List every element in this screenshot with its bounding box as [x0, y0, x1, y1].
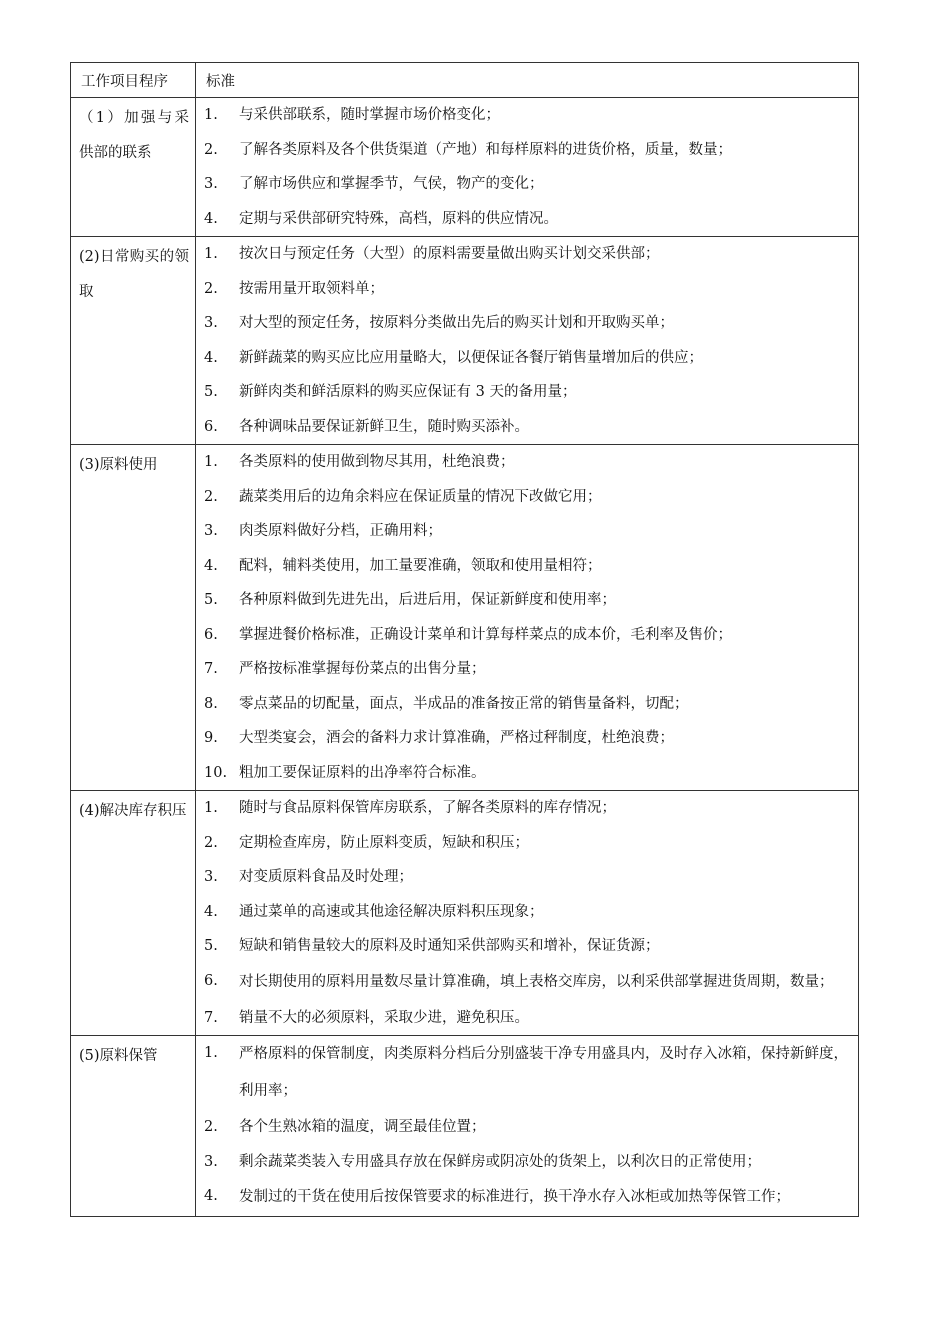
list-item [196, 237, 858, 272]
list-item [196, 964, 858, 1001]
list-item [196, 791, 858, 826]
item-number: 1. [204, 246, 218, 262]
procedure-cell: (2)日常购买的领取 [71, 237, 196, 445]
list-item [196, 929, 858, 964]
item-text: 定期检查库房，防止原料变质，短缺和积压； [239, 834, 529, 851]
item-text: 各个生熟冰箱的温度，调至最佳位置； [239, 1119, 486, 1135]
item-text: 新鲜蔬菜的购买应比应用量略大，以便保证各餐厅销售量增加后的供应； [239, 349, 703, 366]
item-text: 各种调味品要保证新鲜卫生，随时购买添补。 [239, 418, 529, 435]
list-item [196, 895, 858, 930]
list-item [196, 583, 858, 618]
item-number: 6. [204, 972, 218, 989]
standard-cell [196, 791, 859, 1036]
item-text: 各种原料做到先进先出，后进后用，保证新鲜度和使用率； [239, 592, 616, 608]
item-text: 对大型的预定任务，按原料分类做出先后的购买计划和开取购买单； [239, 315, 674, 331]
list-item [196, 202, 858, 237]
item-number: 3. [204, 523, 218, 539]
list-item [196, 618, 858, 653]
item-number: 1. [204, 454, 218, 470]
item-number: 5. [204, 592, 218, 608]
item-number: 4. [204, 1188, 218, 1204]
item-text: 零点菜品的切配量，面点，半成品的准备按正常的销售量备料，切配； [239, 695, 689, 712]
item-number: 4. [204, 210, 218, 227]
list-item [196, 445, 858, 480]
standard-list [196, 98, 858, 236]
item-text: 粗加工要保证原料的出净率符合标准。 [239, 764, 486, 781]
item-text: 通过菜单的高速或其他途径解决原料积压现象； [239, 903, 544, 920]
list-item [196, 1001, 858, 1036]
item-number: 6. [204, 418, 218, 435]
item-text: 定期与采供部研究特殊，高档，原料的供应情况。 [239, 210, 558, 227]
item-text: 了解各类原料及各个供货渠道（产地）和每样原料的进货价格，质量，数量； [239, 141, 732, 158]
list-item [196, 375, 858, 410]
item-text: 剩余蔬菜类装入专用盛具存放在保鲜房或阴凉处的货架上，以利次日的正常使用； [239, 1153, 761, 1170]
list-item [196, 480, 858, 515]
item-text: 对变质原料食品及时处理； [239, 869, 413, 885]
item-number: 2. [204, 280, 218, 297]
list-item [196, 756, 858, 791]
list-item [196, 306, 858, 341]
list-item [196, 549, 858, 584]
standard-cell [196, 98, 859, 237]
list-item [196, 1179, 858, 1216]
item-text: 各类原料的使用做到物尽其用，杜绝浪费； [239, 454, 515, 470]
item-text: 发制过的干货在使用后按保管要求的标准进行，换干净水存入冰柜或加热等保管工作； [239, 1189, 790, 1205]
list-item [196, 1145, 858, 1180]
item-text: 按需用量开取领料单； [239, 280, 384, 297]
item-text: 对长期使用的原料用量数尽量计算准确，填上表格交库房，以利采供部掌握进货周期，数量； [239, 973, 834, 990]
item-text: 严格按标准掌握每份菜点的出售分量； [239, 661, 486, 677]
header-procedure: 工作项目程序 [71, 63, 196, 98]
item-number: 3. [204, 1153, 218, 1170]
standard-list [196, 1036, 858, 1216]
item-number: 10. [204, 764, 228, 781]
list-item [196, 167, 858, 202]
list-item [196, 341, 858, 376]
list-item [196, 826, 858, 861]
list-item [196, 98, 858, 133]
item-number: 2. [204, 488, 218, 505]
standard-cell [196, 237, 859, 445]
item-text: 按次日与预定任务（大型）的原料需要量做出购买计划交采供部； [239, 246, 660, 262]
item-text: 了解市场供应和掌握季节，气侯，物产的变化； [239, 176, 544, 192]
procedure-cell: (4)解决库存积压 [71, 791, 196, 1036]
item-number: 2. [204, 1119, 218, 1135]
list-item [196, 721, 858, 756]
table-row [71, 237, 859, 445]
item-text: 肉类原料做好分档，正确用料； [239, 523, 442, 539]
item-number: 2. [204, 141, 218, 158]
item-number: 4. [204, 903, 218, 920]
item-text: 与采供部联系，随时掌握市场价格变化； [239, 107, 500, 123]
work-standards-table [70, 62, 859, 1217]
item-text: 掌握进餐价格标准，正确设计菜单和计算每样菜点的成本价，毛利率及售价； [239, 626, 732, 643]
item-number: 4. [204, 349, 218, 366]
item-number: 6. [204, 626, 218, 643]
list-item [196, 652, 858, 687]
list-item [196, 410, 858, 445]
list-item [196, 133, 858, 168]
item-number: 3. [204, 869, 218, 885]
item-text: 严格原料的保管制度，肉类原料分档后分别盛装干净专用盛具内，及时存入冰箱，保持新鲜度，利用率； [239, 1046, 848, 1099]
item-number: 1. [204, 800, 218, 816]
standard-list [196, 791, 858, 1035]
item-number: 5. [204, 938, 218, 954]
item-number: 9. [204, 730, 218, 746]
item-number: 8. [204, 695, 218, 712]
procedure-cell: (5)原料保管 [71, 1036, 196, 1217]
list-item [196, 514, 858, 549]
table-row [71, 445, 859, 791]
standard-cell [196, 445, 859, 791]
item-number: 7. [204, 1009, 218, 1026]
procedure-cell: (3)原料使用 [71, 445, 196, 791]
item-number: 3. [204, 315, 218, 331]
table-row [71, 1036, 859, 1217]
item-number: 1. [204, 1045, 218, 1061]
item-number: 5. [204, 384, 218, 400]
table-row [71, 791, 859, 1036]
item-text: 随时与食品原料保管库房联系，了解各类原料的库存情况； [239, 800, 616, 816]
list-item [196, 1110, 858, 1145]
item-text: 销量不大的必须原料，采取少进，避免积压。 [239, 1009, 529, 1026]
procedure-cell: （1）加强与采供部的联系 [71, 98, 196, 237]
item-number: 3. [204, 176, 218, 192]
item-text: 短缺和销售量较大的原料及时通知采供部购买和增补，保证货源； [239, 938, 660, 954]
standard-cell [196, 1036, 859, 1217]
table-row [71, 98, 859, 237]
item-number: 7. [204, 661, 218, 677]
item-text: 蔬菜类用后的边角余料应在保证质量的情况下改做它用； [239, 488, 602, 505]
header-standard: 标准 [196, 63, 859, 98]
document-page [70, 62, 858, 1217]
item-number: 1. [204, 107, 218, 123]
item-text: 新鲜肉类和鲜活原料的购买应保证有 3 天的备用量； [239, 384, 577, 400]
standard-list [196, 445, 858, 790]
list-item [196, 687, 858, 722]
item-number: 2. [204, 834, 218, 851]
item-text: 配料，辅料类使用，加工量要准确，领取和使用量相符； [239, 557, 602, 574]
list-item [196, 860, 858, 895]
list-item [196, 1036, 858, 1110]
list-item [196, 272, 858, 307]
item-text: 大型类宴会，酒会的备料力求计算准确，严格过秤制度，杜绝浪费； [239, 730, 674, 746]
item-number: 4. [204, 557, 218, 574]
table-header-row [71, 63, 859, 98]
standard-list [196, 237, 858, 444]
